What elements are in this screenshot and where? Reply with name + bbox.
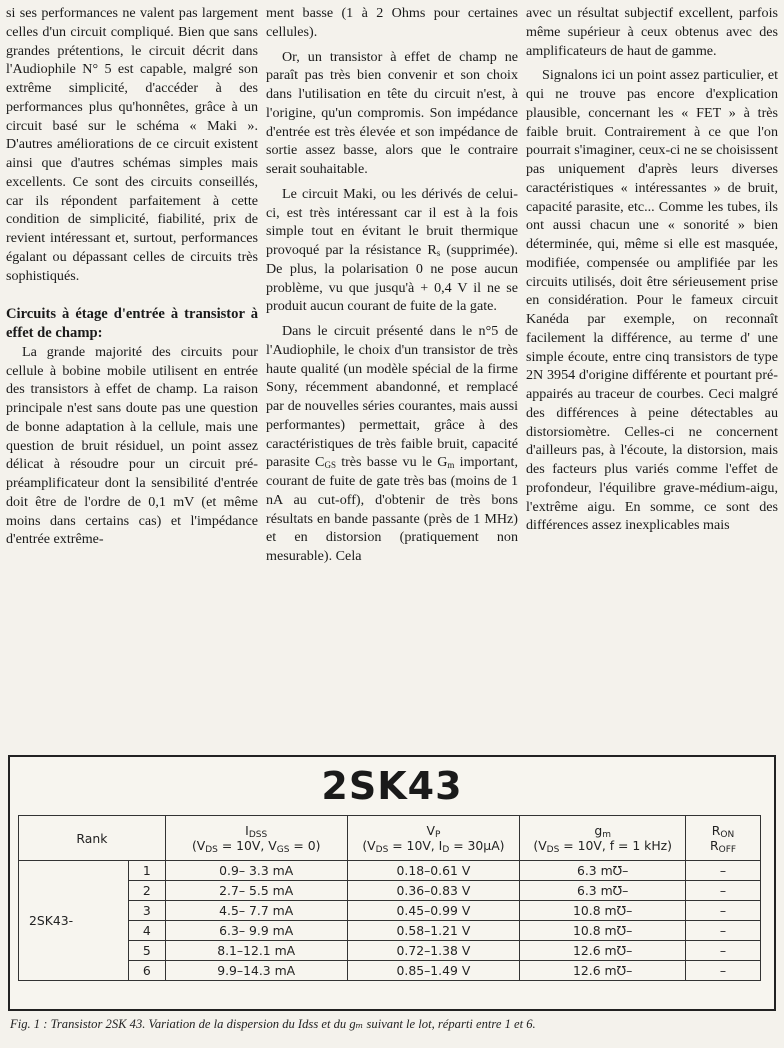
- rank-cell: 6: [128, 961, 165, 981]
- column-1: [6, 4, 258, 752]
- header-vp: $V_P$ ($V_{DS} = 10V$, $I_D = 30\mu A$): [347, 816, 520, 861]
- paragraph: Le circuit Maki, ou les dérivés de celui-ci, est très intéressant car il est à la fois simple tout en évitant le bruit thermique provoqué par la résistance $R_s$ (supprimée). De plus, la polarisation 0 ne pose aucun problème, vu que jusqu'à + 0,4 V il ne se produit aucun courant de fuite de la gate.: [266, 185, 518, 315]
- vp-cell: 0.36–0.83 V: [347, 881, 520, 901]
- table-row: [19, 901, 761, 921]
- table-row: [19, 881, 761, 901]
- gm-cell: 10.8 m℧–: [520, 921, 686, 941]
- gm-cell: 12.6 m℧–: [520, 941, 686, 961]
- rank-cell: 1: [128, 861, 165, 881]
- ron-cell: –: [686, 961, 761, 981]
- figure-box: [8, 755, 776, 1011]
- ron-cell: –: [686, 881, 761, 901]
- rank-cell: 3: [128, 901, 165, 921]
- table-row: [19, 961, 761, 981]
- type-name-cell: 2SK43-: [19, 861, 129, 981]
- vp-cell: 0.58–1.21 V: [347, 921, 520, 941]
- paragraph: Or, un transistor à effet de champ ne paraît pas très bien convenir et son choix dans l'utilisation en tête du circuit n'est, à l'origine, qu'un compromis. Son impédance d'entrée est très élevée et son impédance de sortie assez basse, alors que le contraire serait souhaitable.: [266, 48, 518, 177]
- header-gm: $g_m$ ($V_{DS} = 10V$, f = 1 kHz): [520, 816, 686, 861]
- idss-cell: 9.9–14.3 mA: [165, 961, 347, 981]
- paragraph: La grande majorité des circuits pour cellule à bobine mobile utilisent en entrée des transistors à effet de champ. La raison principale n'est sans doute pas une question de bonne adaptation à la cellule, mais une question de bruit résiduel, un point assez délicat à résoudre pour un circuit pré-préamplificateur dont la sensibilité d'entrée doit être de l'ordre de 0,1 mV (et même moins dans certains cas) et l'impédance d'entrée extrême-: [6, 343, 258, 548]
- vp-cell: 0.72–1.38 V: [347, 941, 520, 961]
- spec-table: [18, 815, 761, 981]
- header-idss: $I_{DSS}$ ($V_{DS} = 10V$, $V_{GS} = 0$): [165, 816, 347, 861]
- figure-caption: Fig. 1 : Transistor 2SK 43. Variation de la dispersion du Idss et du gₘ suivant le lot, réparti entre 1 et 6.: [10, 1017, 536, 1031]
- vp-cell: 0.85–1.49 V: [347, 961, 520, 981]
- idss-cell: 6.3– 9.9 mA: [165, 921, 347, 941]
- rank-cell: 4: [128, 921, 165, 941]
- gm-cell: 12.6 m℧–: [520, 961, 686, 981]
- gm-cell: 10.8 m℧–: [520, 901, 686, 921]
- idss-cell: 4.5– 7.7 mA: [165, 901, 347, 921]
- section-heading: Circuits à étage d'entrée à transistor à effet de champ:: [6, 306, 258, 341]
- paragraph: Dans le circuit présenté dans le n°5 de l'Audiophile, le choix d'un transistor de très haute qualité (un modèle spécial de la firme Sony, récemment abandonné, et remplacé par de nouvelles séries courantes, mais aussi performantes) permettait, grâce à des caractéristiques de très faible bruit, capacité parasite $C_{GS}$ très basse vu le $G_m$ important, courant de fuite de gate très bas (moins de 1 nA au cut-off), d'obtenir de très bons résultats en bande passante (près de 1 MHz) et en distorsion (pratiquement non mesurable). Cela: [266, 323, 518, 564]
- paragraph: avec un résultat subjectif excellent, parfois même supérieur à ceux obtenus avec des amplificateurs de haut de gamme.: [526, 5, 778, 59]
- table-header-row: [19, 816, 761, 861]
- gm-cell: 6.3 m℧–: [520, 861, 686, 881]
- ron-cell: –: [686, 901, 761, 921]
- vp-cell: 0.45–0.99 V: [347, 901, 520, 921]
- paragraph: si ses performances ne valent pas largement celles d'un circuit compliqué. Bien que sans grandes prétentions, le circuit décrit dans l'Audiophile N° 5 est capable, malgré son extrême simplicité, d'accéder à des performances plus qu'honnêtes, grâce à un circuit basé sur le schéma « Maki ». D'autres améliorations de ce circuit existent ainsi que d'autres schémas simples mais excellents. Ce sont des circuits conseillés, car ils répondent parfaitement à cette condition de simplicité, fiabilité, prix de revient intéressant et, surtout, performances égalant ou dépassant celles de circuits très sophistiqués.: [6, 5, 258, 284]
- ron-cell: –: [686, 941, 761, 961]
- figure-title: 2SK43: [321, 764, 463, 808]
- article-columns: [6, 4, 778, 752]
- ron-cell: –: [686, 861, 761, 881]
- header-rank: Rank: [19, 816, 166, 861]
- header-ron-roff: $R_{ON}$ $R_{OFF}$: [686, 816, 761, 861]
- idss-cell: 0.9– 3.3 mA: [165, 861, 347, 881]
- vp-cell: 0.18–0.61 V: [347, 861, 520, 881]
- paragraph: Signalons ici un point assez particulier, et qui ne trouve pas encore d'explication plausible, concernant les « FET » à très faible bruit. Contrairement à ce que l'on pourrait s'imaginer, ceux-ci ne se choisissent pas uniquement d'après leurs diverses caractéristiques « intéressantes » de bruit, capacité parasite, etc... Comme les tubes, ils ont aussi chacun une « sonorité » bien déterminée, qui, même si elle est masquée, modifiée, compensée ou amplifiée par les circuits utilisés, doit être sérieusement prise en considération. Pour le fameux circuit Kanéda par exemple, on reconnaît facilement la différence, au terme d' une simple écoute, entre cinq transistors de type 2N 3954 d'origine différente et pourtant pré-appairés au traceur de courbes. Ceci malgré des différences à peine détectables au distorsiomètre. Celles-ci ne concernent d'ailleurs pas, à l'écoute, la distorsion, mais des facteurs plus variés comme l'effet de profondeur, l'équilibre grave-médium-aigu, l'extrême aigu. En somme, ce sont des différences assez inexplicables mais: [526, 67, 778, 534]
- ron-cell: –: [686, 921, 761, 941]
- column-2: [266, 4, 518, 752]
- rank-cell: 5: [128, 941, 165, 961]
- table-row: [19, 941, 761, 961]
- column-3: [526, 4, 778, 752]
- gm-cell: 6.3 m℧–: [520, 881, 686, 901]
- paragraph: ment basse (1 à 2 Ohms pour certaines cellules).: [266, 5, 518, 40]
- rank-cell: 2: [128, 881, 165, 901]
- idss-cell: 2.7– 5.5 mA: [165, 881, 347, 901]
- table-row: [19, 921, 761, 941]
- idss-cell: 8.1–12.1 mA: [165, 941, 347, 961]
- table-row: [19, 861, 761, 881]
